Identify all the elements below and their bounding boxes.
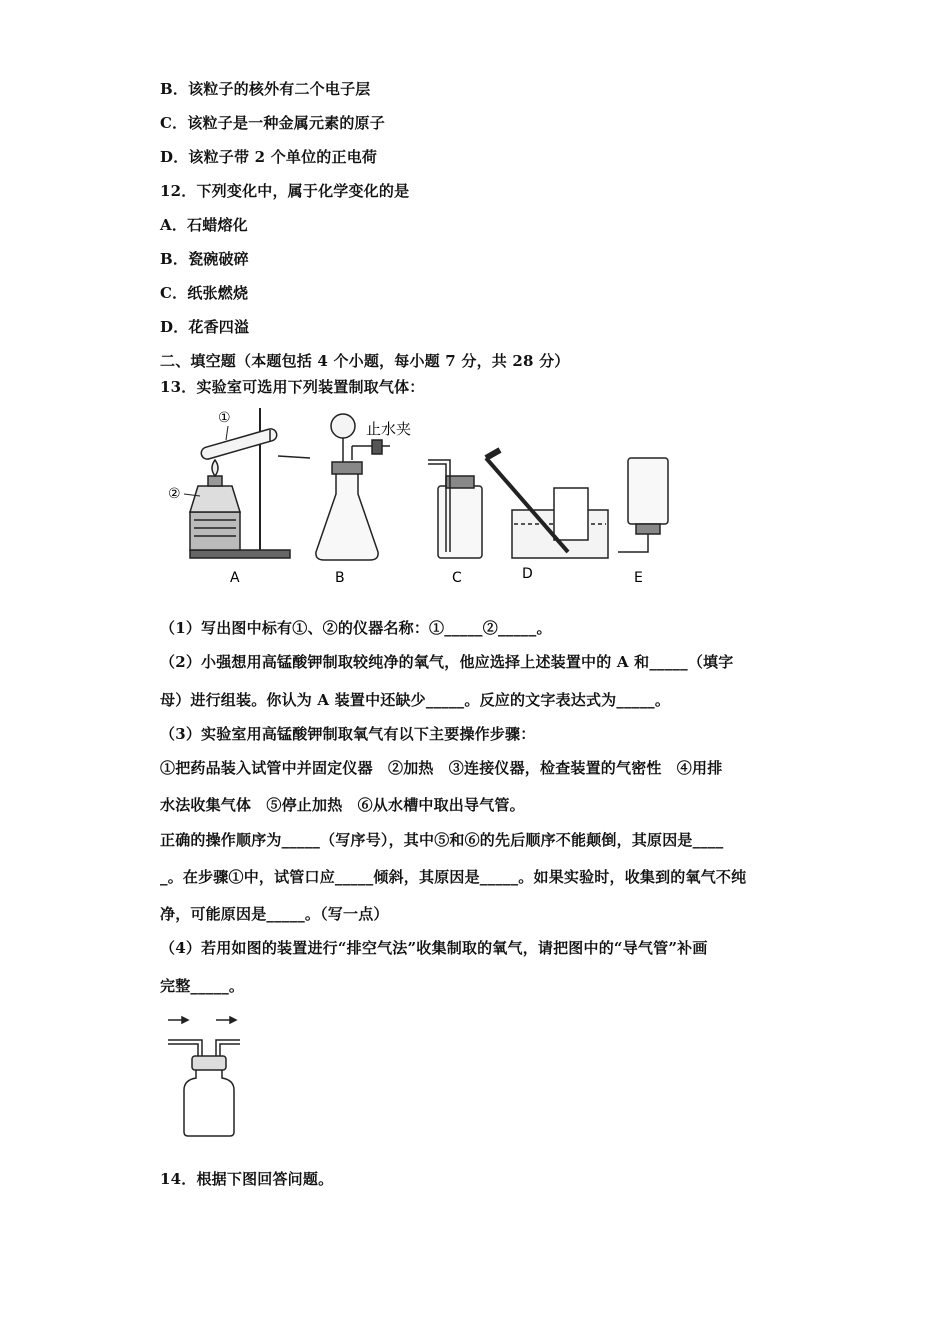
marker-1: ① <box>218 410 231 426</box>
q13-part3-line6: 净，可能原因是_____。（写一点） <box>160 905 389 923</box>
bottle-body <box>184 1070 234 1136</box>
q13-stem: 13．实验室可选用下列装置制取气体： <box>160 378 425 396</box>
q11-option-b: B．该粒子的核外有二个电子层 <box>160 80 371 98</box>
marker-2: ② <box>168 486 181 502</box>
q12-option-b: B．瓷碗破碎 <box>160 250 249 268</box>
arrow-right-head <box>230 1017 236 1023</box>
apparatus-a <box>190 408 310 558</box>
q11-option-c: C．该粒子是一种金属元素的原子 <box>160 114 385 132</box>
q13-part2-line2: 母）进行组装。你认为 A 装置中还缺少_____。反应的文字表达式为_____。 <box>160 691 671 709</box>
q12-option-a: A．石蜡熔化 <box>160 216 248 234</box>
arrow-left-head <box>182 1017 188 1023</box>
q13-part3-line1: （3）实验室用高锰酸钾制取氧气有以下主要操作步骤： <box>160 725 536 743</box>
label-c: C <box>452 570 462 586</box>
apparatus-c <box>428 460 482 558</box>
q12-stem: 12．下列变化中，属于化学变化的是 <box>160 182 410 200</box>
clip-label: 止水夹 <box>366 420 412 438</box>
q13-part4-line2: 完整_____。 <box>160 977 245 995</box>
label-e: E <box>634 570 643 586</box>
section2-title: 二、填空题（本题包括 4 个小题，每小题 7 分，共 28 分） <box>160 352 570 370</box>
label-a: A <box>230 570 240 586</box>
q13-part3-line4: 正确的操作顺序为_____（写序号），其中⑤和⑥的先后顺序不能颠倒，其原因是____ <box>160 831 724 849</box>
apparatus-figure <box>160 402 680 590</box>
label-b: B <box>335 570 345 586</box>
q14-stem: 14．根据下图回答问题。 <box>160 1170 334 1188</box>
q13-part2-line1: （2）小强想用高锰酸钾制取较纯净的氧气，他应选择上述装置中的 A 和_____（填字 <box>160 653 734 671</box>
q13-part3-line2: ①把药品装入试管中并固定仪器 ②加热 ③连接仪器，检查装置的气密性 ④用排 <box>160 759 723 777</box>
q13-part1: （1）写出图中标有①、②的仪器名称：①_____②_____。 <box>160 619 552 637</box>
q13-part3-line3: 水法收集气体 ⑤停止加热 ⑥从水槽中取出导气管。 <box>160 796 525 814</box>
label-d: D <box>522 566 533 582</box>
gas-bottle-figure <box>160 1010 260 1140</box>
q13-part4-line1: （4）若用如图的装置进行“排空气法”收集制取的氧气，请把图中的“导气管”补画 <box>160 939 708 957</box>
stopper <box>192 1056 226 1070</box>
apparatus-d <box>486 450 608 558</box>
q13-part3-line5: _。在步骤①中，试管口应_____倾斜，其原因是_____。如果实验时，收集到的氧气不纯 <box>160 868 747 886</box>
apparatus-e <box>618 458 668 552</box>
q12-option-c: C．纸张燃烧 <box>160 284 249 302</box>
q12-option-d: D．花香四溢 <box>160 318 250 336</box>
q11-option-d: D．该粒子带 2 个单位的正电荷 <box>160 148 378 166</box>
